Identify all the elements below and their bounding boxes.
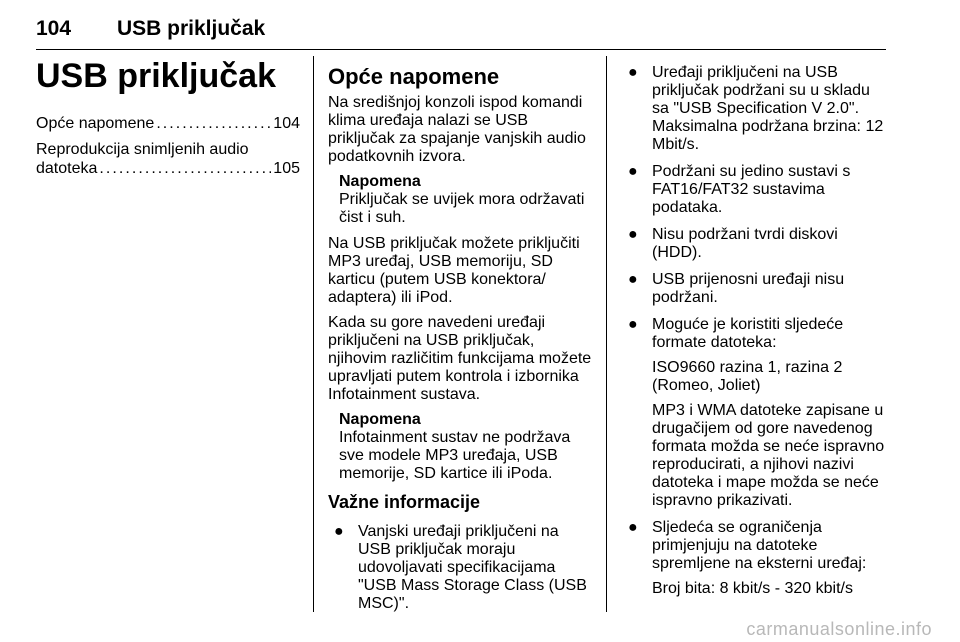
toc-leader: [156, 114, 271, 133]
list-subtext: ISO9660 razina 1, razina 2 (Romeo, Joliet): [652, 359, 843, 394]
paragraph: Na USB priključak možete priključiti MP3 uređaj, USB memoriju, SD karticu (putem USB konektora/ adaptera) ili iPod.: [328, 235, 580, 306]
list-item: ● Uređaji priključeni na USB priključak podržani su u skladu sa "USB Specification V 2.0". Maksimalna podržana brzina: 12 Mbit/s.: [628, 64, 884, 153]
middle-column: [328, 64, 596, 622]
bullet-list: [328, 523, 596, 613]
list-item: ● Sljedeća se ograničenja primjenjuju na datoteke spremljene na eksterni uređaj: Broj bita: 8 kbit/s - 320 kbit/s: [622, 519, 888, 598]
toc-leader: [99, 159, 271, 178]
toc-label: Reprodukcija snimljenih audio: [36, 141, 249, 158]
toc-label-cont: datoteka: [36, 160, 98, 177]
bullet-list: [622, 64, 888, 598]
toc-page: 105: [273, 160, 300, 177]
list-item: ● USB prijenosni uređaji nisu podržani.: [628, 271, 845, 306]
paragraph: Kada su gore navedeni uređaji priključeni na USB priključak, njihovim različitim funkcijama možete upravljati putem kontrola i izbornika Infotainment sustava.: [328, 314, 592, 403]
list-subtext: MP3 i WMA datoteke zapisane u drugačijem od gore navedenog formata možda se neće ispravno reproducirati, a njihovi nazivi datoteka i mape možda se neće ispravno prikazivati.: [652, 402, 885, 509]
note-text: Priključak se uvijek mora održavati čist i suh.: [339, 191, 585, 226]
bullet-icon: ●: [628, 316, 638, 333]
bullet-icon: ●: [334, 523, 344, 540]
page-number: 104: [36, 17, 72, 40]
subheading: Važne informacije: [328, 492, 481, 512]
bullet-icon: ●: [628, 163, 638, 180]
toc-entry-playback[interactable]: [36, 140, 300, 178]
page-header: [36, 9, 886, 50]
table-of-contents: [36, 114, 300, 178]
toc-entry-general[interactable]: [36, 114, 300, 133]
right-column: [622, 64, 888, 607]
list-item: ● Vanjski uređaji priključeni na USB priključak moraju udovoljavati specifikacijama "USB Mass Storage Class (USB MSC)".: [334, 523, 587, 612]
running-title: USB priključak: [117, 17, 266, 40]
note-box: [339, 411, 596, 483]
section-heading: Opće napomene: [328, 64, 500, 89]
list-subtext: Broj bita: 8 kbit/s - 320 kbit/s: [652, 580, 853, 597]
list-item: ● Podržani su jedino sustavi s FAT16/FAT32 sustavima podataka.: [628, 163, 851, 216]
note-title: Napomena: [339, 411, 421, 428]
list-item: ● Nisu podržani tvrdi diskovi (HDD).: [628, 226, 838, 261]
note-title: Napomena: [339, 173, 421, 190]
bullet-icon: ●: [628, 64, 638, 81]
column-divider: [313, 56, 314, 612]
toc-page: 104: [273, 115, 300, 132]
toc-label: Opće napomene: [36, 115, 155, 132]
left-column: [36, 56, 300, 185]
paragraph: Na središnjoj konzoli ispod komandi klima uređaja nalazi se USB priključak za spajanje vanjskih audio podatkovnih izvora.: [328, 94, 586, 165]
bullet-icon: ●: [628, 519, 638, 536]
list-item: ● Moguće je koristiti sljedeće formate datoteka: ISO9660 razina 1, razina 2 (Romeo, Joliet) MP3 i WMA datoteke zapisane u drugačijem od gore navedenog formata možda se neće ispravno reproducirati, a njihovi nazivi datoteka i mape možda se neće ispravno prikazivati.: [622, 316, 888, 510]
note-box: [339, 173, 596, 227]
watermark: carmanualsonline.info: [746, 619, 932, 639]
note-text: Infotainment sustav ne podržava sve modele MP3 uređaja, USB memorije, SD kartice ili iPoda.: [339, 429, 571, 482]
bullet-icon: ●: [628, 226, 638, 243]
chapter-title: USB priključak: [36, 57, 276, 95]
column-divider: [606, 56, 607, 612]
bullet-icon: ●: [628, 271, 638, 288]
